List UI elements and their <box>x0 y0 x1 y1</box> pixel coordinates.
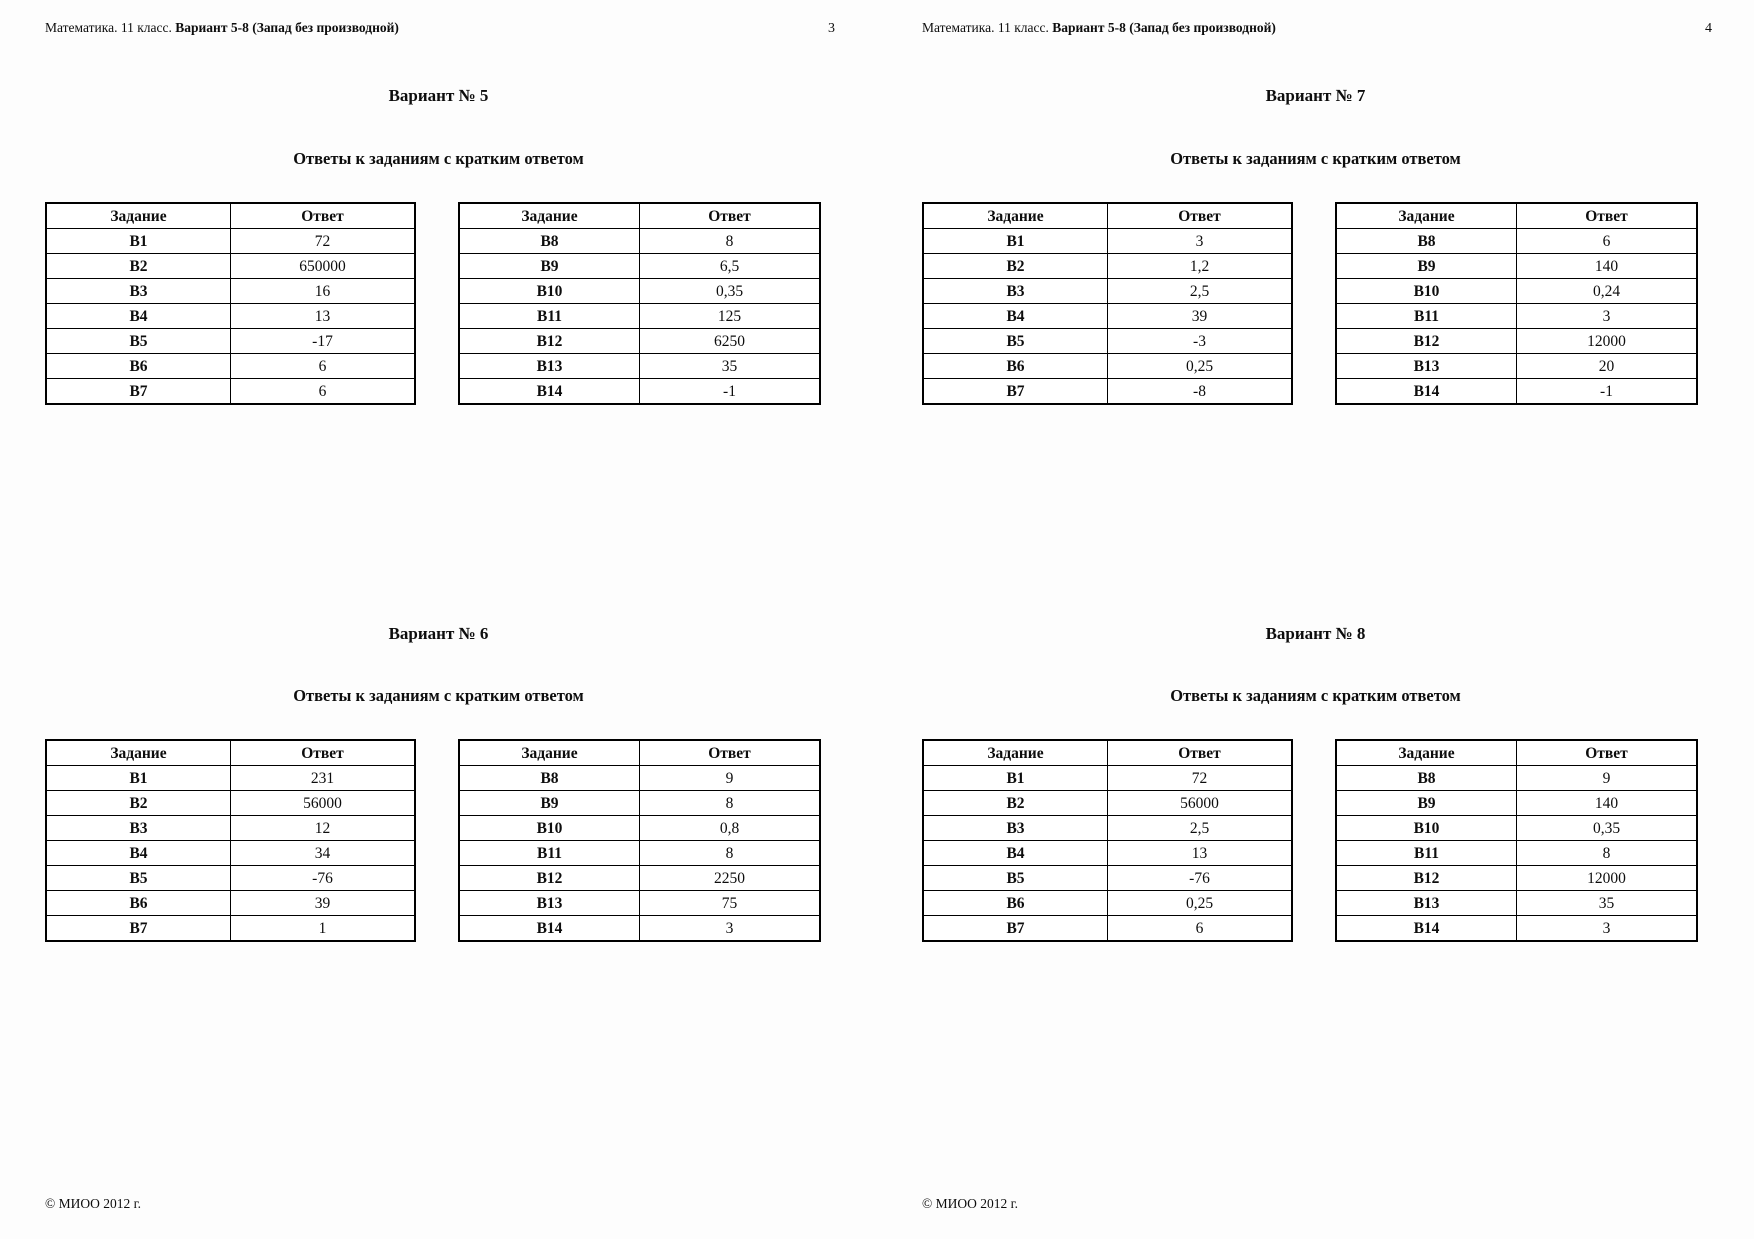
task-cell: В13 <box>1336 354 1517 379</box>
table-row <box>923 279 1292 304</box>
task-cell: В9 <box>459 791 640 816</box>
header-title <box>45 20 399 36</box>
variant-6-subtitle: Ответы к заданиям с кратким ответом <box>293 686 584 705</box>
table-row <box>923 866 1292 891</box>
task-column-header: Задание <box>923 740 1108 766</box>
answer-cell: 13 <box>231 304 416 329</box>
task-cell: В5 <box>923 866 1108 891</box>
answers-table-v8-b1-b7 <box>922 739 1293 942</box>
answer-cell: 56000 <box>1108 791 1293 816</box>
task-cell: В11 <box>459 304 640 329</box>
task-cell: В7 <box>923 916 1108 942</box>
task-cell: В9 <box>1336 254 1517 279</box>
task-cell: В8 <box>459 766 640 791</box>
answers-table-v7-b1-b7 <box>922 202 1293 405</box>
header-title-bold: Вариант 5-8 (Запад без производной) <box>1052 20 1276 35</box>
answer-cell: 0,8 <box>640 816 821 841</box>
answer-column-header: Ответ <box>1108 740 1293 766</box>
task-cell: В12 <box>1336 329 1517 354</box>
answer-cell: 20 <box>1517 354 1698 379</box>
table-row <box>46 229 415 254</box>
answer-cell: -1 <box>640 379 821 405</box>
task-cell: В9 <box>1336 791 1517 816</box>
header-title-regular: Математика. 11 класс. <box>922 20 1053 35</box>
task-cell: В12 <box>459 329 640 354</box>
table-header-row <box>1336 740 1697 766</box>
variant-5-title: Вариант № 5 <box>388 86 489 105</box>
task-column-header: Задание <box>459 203 640 229</box>
task-cell: В4 <box>46 841 231 866</box>
task-cell: В8 <box>1336 229 1517 254</box>
table-row <box>1336 916 1697 942</box>
task-cell: В5 <box>46 866 231 891</box>
task-cell: В6 <box>923 891 1108 916</box>
answer-cell: 8 <box>640 841 821 866</box>
task-cell: В3 <box>46 816 231 841</box>
answer-cell: 140 <box>1517 791 1698 816</box>
table-row <box>46 891 415 916</box>
task-cell: В10 <box>459 816 640 841</box>
task-column-header: Задание <box>46 740 231 766</box>
answer-cell: 39 <box>231 891 416 916</box>
task-cell: В4 <box>923 304 1108 329</box>
answer-cell: 35 <box>1517 891 1698 916</box>
table-row <box>46 354 415 379</box>
task-cell: В11 <box>1336 841 1517 866</box>
page-number: 3 <box>828 21 835 36</box>
answer-column-header: Ответ <box>231 740 416 766</box>
answer-cell: 9 <box>1517 766 1698 791</box>
table-row <box>1336 866 1697 891</box>
task-cell: В14 <box>459 379 640 405</box>
task-cell: В12 <box>1336 866 1517 891</box>
answer-cell: 6 <box>231 354 416 379</box>
answer-cell: -3 <box>1108 329 1293 354</box>
answer-cell: 1,2 <box>1108 254 1293 279</box>
task-cell: В14 <box>1336 379 1517 405</box>
task-cell: В1 <box>46 766 231 791</box>
task-cell: В1 <box>46 229 231 254</box>
answer-cell: 125 <box>640 304 821 329</box>
answer-cell: 72 <box>1108 766 1293 791</box>
variant-8-tables <box>922 739 1709 949</box>
task-cell: В6 <box>46 354 231 379</box>
answer-cell: 8 <box>1517 841 1698 866</box>
header-title-bold: Вариант 5-8 (Запад без производной) <box>175 20 399 35</box>
task-cell: В14 <box>1336 916 1517 942</box>
task-cell: В13 <box>459 354 640 379</box>
table-row <box>459 791 820 816</box>
answer-cell: 231 <box>231 766 416 791</box>
task-cell: В7 <box>46 916 231 942</box>
task-cell: В10 <box>459 279 640 304</box>
table-row <box>1336 841 1697 866</box>
answer-cell: 12000 <box>1517 866 1698 891</box>
task-cell: В5 <box>46 329 231 354</box>
table-row <box>46 866 415 891</box>
table-row <box>46 304 415 329</box>
task-cell: В2 <box>923 254 1108 279</box>
table-row <box>46 379 415 405</box>
variant-5-tables <box>45 202 832 412</box>
header-title-regular: Математика. 11 класс. <box>45 20 176 35</box>
answers-table-v7-b8-b14 <box>1335 202 1698 405</box>
answer-column-header: Ответ <box>231 203 416 229</box>
answer-cell: 140 <box>1517 254 1698 279</box>
task-cell: В3 <box>923 279 1108 304</box>
answer-cell: 6,5 <box>640 254 821 279</box>
table-row <box>923 916 1292 942</box>
variant-8-subtitle: Ответы к заданиям с кратким ответом <box>1170 686 1461 705</box>
table-row <box>923 379 1292 405</box>
table-row <box>923 354 1292 379</box>
answer-column-header: Ответ <box>1517 740 1698 766</box>
task-cell: В2 <box>923 791 1108 816</box>
table-row <box>459 916 820 942</box>
table-row <box>46 766 415 791</box>
task-cell: В4 <box>46 304 231 329</box>
task-cell: В11 <box>1336 304 1517 329</box>
table-row <box>1336 766 1697 791</box>
table-row <box>923 841 1292 866</box>
answer-column-header: Ответ <box>640 740 821 766</box>
answer-cell: 9 <box>640 766 821 791</box>
table-row <box>459 379 820 405</box>
answer-cell: 13 <box>1108 841 1293 866</box>
document-page-4 <box>877 0 1754 1239</box>
answer-cell: -8 <box>1108 379 1293 405</box>
table-row <box>459 254 820 279</box>
page-header <box>922 20 1712 37</box>
answers-table-v6-b8-b14 <box>458 739 821 942</box>
table-header-row <box>459 740 820 766</box>
answer-cell: 6 <box>1108 916 1293 942</box>
table-row <box>923 254 1292 279</box>
answers-table-v6-b1-b7 <box>45 739 416 942</box>
answers-table-v5-b1-b7 <box>45 202 416 405</box>
table-row <box>459 229 820 254</box>
answer-cell: 3 <box>1108 229 1293 254</box>
answer-cell: 0,25 <box>1108 354 1293 379</box>
variant-6-title: Вариант № 6 <box>388 624 489 643</box>
table-row <box>46 816 415 841</box>
task-column-header: Задание <box>459 740 640 766</box>
answer-column-header: Ответ <box>640 203 821 229</box>
table-row <box>46 841 415 866</box>
answer-cell: 0,25 <box>1108 891 1293 916</box>
variant-5-subtitle: Ответы к заданиям с кратким ответом <box>293 149 584 168</box>
variant-7-tables <box>922 202 1709 412</box>
task-cell: В3 <box>46 279 231 304</box>
task-column-header: Задание <box>46 203 231 229</box>
task-cell: В8 <box>459 229 640 254</box>
task-cell: В7 <box>923 379 1108 405</box>
table-header-row <box>46 203 415 229</box>
task-cell: В7 <box>46 379 231 405</box>
table-row <box>459 816 820 841</box>
answer-cell: 16 <box>231 279 416 304</box>
answer-cell: 3 <box>640 916 821 942</box>
answer-cell: 2,5 <box>1108 816 1293 841</box>
variant-6-tables <box>45 739 832 949</box>
answer-cell: 1 <box>231 916 416 942</box>
answer-cell: -1 <box>1517 379 1698 405</box>
table-row <box>459 841 820 866</box>
task-column-header: Задание <box>1336 203 1517 229</box>
answer-cell: 8 <box>640 791 821 816</box>
table-row <box>46 254 415 279</box>
task-cell: В6 <box>923 354 1108 379</box>
answer-cell: -76 <box>231 866 416 891</box>
table-row <box>46 791 415 816</box>
answer-cell: -17 <box>231 329 416 354</box>
variant-7-title: Вариант № 7 <box>1265 86 1366 105</box>
table-row <box>1336 279 1697 304</box>
task-cell: В11 <box>459 841 640 866</box>
table-row <box>459 891 820 916</box>
task-cell: В3 <box>923 816 1108 841</box>
table-row <box>923 816 1292 841</box>
task-cell: В2 <box>46 791 231 816</box>
table-row <box>1336 304 1697 329</box>
variant-8-title: Вариант № 8 <box>1265 624 1366 643</box>
page-number: 4 <box>1705 21 1712 36</box>
page-header <box>45 20 835 37</box>
task-cell: В2 <box>46 254 231 279</box>
answer-cell: 6 <box>1517 229 1698 254</box>
task-cell: В13 <box>1336 891 1517 916</box>
answer-cell: 0,35 <box>640 279 821 304</box>
table-header-row <box>459 203 820 229</box>
table-row <box>923 229 1292 254</box>
table-row <box>1336 816 1697 841</box>
answer-cell: -76 <box>1108 866 1293 891</box>
table-row <box>923 329 1292 354</box>
answer-column-header: Ответ <box>1108 203 1293 229</box>
table-row <box>923 791 1292 816</box>
table-row <box>923 891 1292 916</box>
answer-cell: 3 <box>1517 916 1698 942</box>
answer-cell: 56000 <box>231 791 416 816</box>
table-row <box>1336 791 1697 816</box>
table-row <box>1336 229 1697 254</box>
table-row <box>459 329 820 354</box>
task-cell: В10 <box>1336 816 1517 841</box>
table-row <box>1336 254 1697 279</box>
task-column-header: Задание <box>923 203 1108 229</box>
answer-cell: 12000 <box>1517 329 1698 354</box>
answer-cell: 650000 <box>231 254 416 279</box>
table-row <box>459 766 820 791</box>
task-column-header: Задание <box>1336 740 1517 766</box>
task-cell: В1 <box>923 766 1108 791</box>
task-cell: В4 <box>923 841 1108 866</box>
table-row <box>46 279 415 304</box>
answer-cell: 75 <box>640 891 821 916</box>
table-row <box>1336 891 1697 916</box>
answer-cell: 2,5 <box>1108 279 1293 304</box>
header-title <box>922 20 1276 36</box>
table-row <box>459 304 820 329</box>
table-row <box>46 916 415 942</box>
table-row <box>1336 329 1697 354</box>
task-cell: В5 <box>923 329 1108 354</box>
answer-cell: 3 <box>1517 304 1698 329</box>
table-header-row <box>923 203 1292 229</box>
table-row <box>923 766 1292 791</box>
answer-cell: 12 <box>231 816 416 841</box>
table-header-row <box>46 740 415 766</box>
answer-column-header: Ответ <box>1517 203 1698 229</box>
task-cell: В6 <box>46 891 231 916</box>
task-cell: В9 <box>459 254 640 279</box>
answers-table-v5-b8-b14 <box>458 202 821 405</box>
answer-cell: 34 <box>231 841 416 866</box>
table-row <box>1336 354 1697 379</box>
copyright-footer: © МИОО 2012 г. <box>45 1196 142 1211</box>
task-cell: В14 <box>459 916 640 942</box>
answer-cell: 0,35 <box>1517 816 1698 841</box>
table-row <box>459 866 820 891</box>
task-cell: В1 <box>923 229 1108 254</box>
task-cell: В13 <box>459 891 640 916</box>
answer-cell: 39 <box>1108 304 1293 329</box>
table-row <box>46 329 415 354</box>
table-row <box>459 354 820 379</box>
table-header-row <box>1336 203 1697 229</box>
task-cell: В12 <box>459 866 640 891</box>
answer-cell: 8 <box>640 229 821 254</box>
answer-cell: 72 <box>231 229 416 254</box>
answers-table-v8-b8-b14 <box>1335 739 1698 942</box>
answer-cell: 2250 <box>640 866 821 891</box>
table-header-row <box>923 740 1292 766</box>
answer-cell: 35 <box>640 354 821 379</box>
table-row <box>1336 379 1697 405</box>
answer-cell: 6250 <box>640 329 821 354</box>
copyright-footer: © МИОО 2012 г. <box>922 1196 1019 1211</box>
table-row <box>459 279 820 304</box>
task-cell: В10 <box>1336 279 1517 304</box>
answer-cell: 6 <box>231 379 416 405</box>
variant-7-subtitle: Ответы к заданиям с кратким ответом <box>1170 149 1461 168</box>
task-cell: В8 <box>1336 766 1517 791</box>
answer-cell: 0,24 <box>1517 279 1698 304</box>
table-row <box>923 304 1292 329</box>
